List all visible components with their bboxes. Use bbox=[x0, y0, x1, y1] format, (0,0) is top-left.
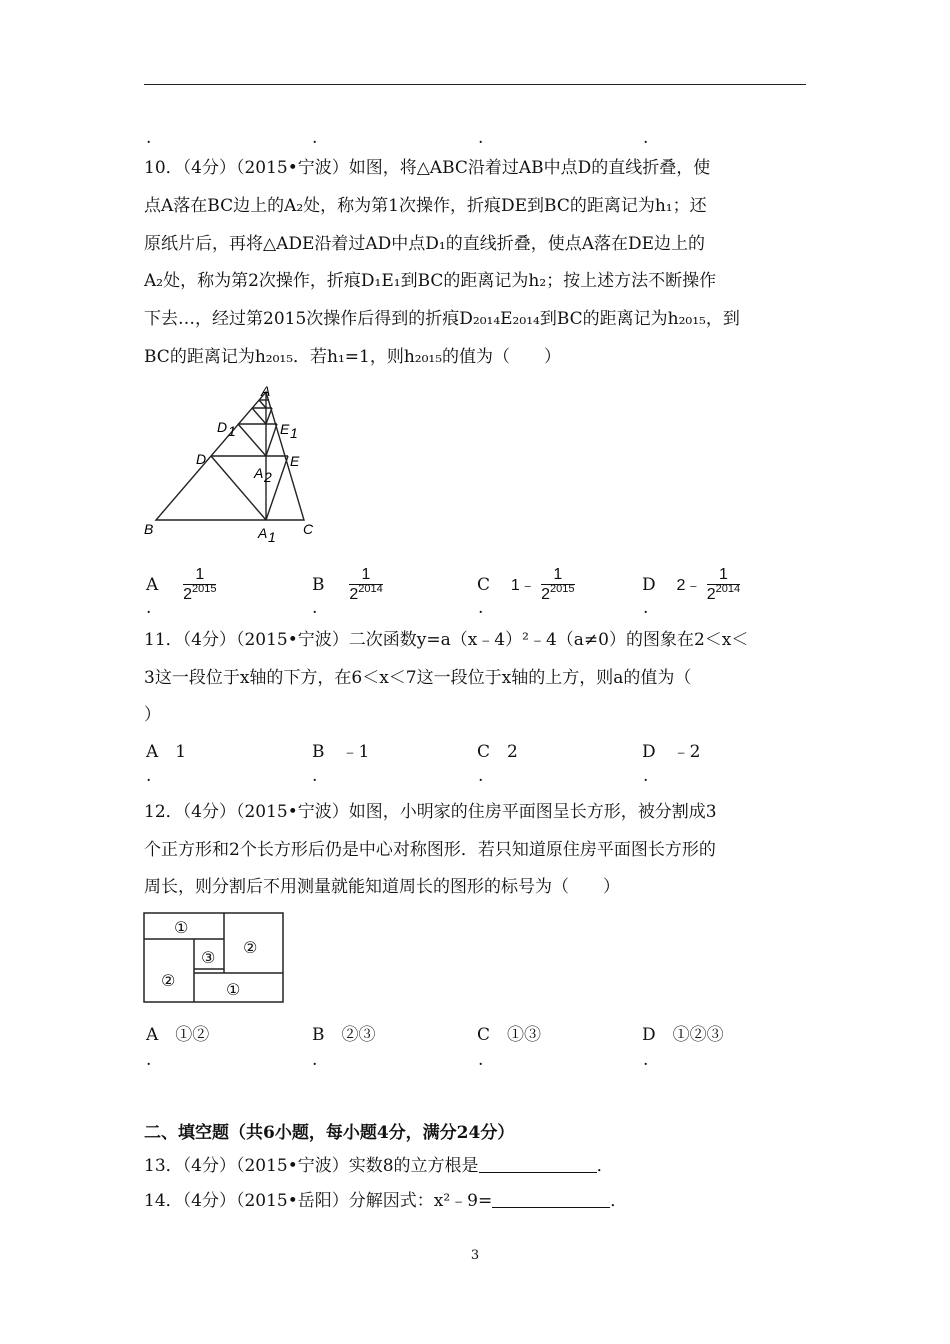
q10-triangle-figure bbox=[140, 384, 330, 544]
option-letter: D bbox=[642, 575, 656, 595]
option-prefix: 2﹣ bbox=[676, 577, 702, 594]
option-dot: . bbox=[478, 598, 484, 618]
q12-line: 个正方形和2个长方形后仍是中心对称图形．若只知道原住房平面图长方形的 bbox=[144, 840, 716, 860]
label-B: B bbox=[144, 521, 154, 537]
question-13: 13．（4分）（2015•宁波）实数8的立方根是 ． bbox=[144, 1156, 614, 1176]
option-b[interactable] bbox=[312, 566, 383, 605]
label-A: A bbox=[261, 384, 271, 399]
label-C: C bbox=[303, 521, 314, 537]
answer-blank[interactable] bbox=[492, 1189, 610, 1208]
option-a[interactable]: A 1 bbox=[146, 742, 187, 762]
option-prefix: 1﹣ bbox=[510, 577, 536, 594]
q12-line: 12．（4分）（2015•宁波）如图，小明家的住房平面图呈长方形，被分割成3 bbox=[144, 802, 717, 822]
label-E1: E bbox=[280, 421, 290, 437]
q10-line: A₂处，称为第2次操作，折痕D₁E₁到BC的距离记为h₂；按上述方法不断操作 bbox=[144, 271, 717, 291]
q11-line: 11．（4分）（2015•宁波）二次函数y=a（x﹣4）²﹣4（a≠0）的图象在2＜x＜ bbox=[144, 630, 749, 650]
option-dot: . bbox=[478, 766, 484, 786]
option-dot: . bbox=[146, 766, 152, 786]
option-c[interactable]: C 2 bbox=[477, 742, 518, 762]
option-letter: A bbox=[146, 575, 159, 595]
option-dot: . bbox=[146, 1050, 152, 1070]
option-c[interactable]: C ①③ bbox=[477, 1025, 542, 1045]
option-dot: . bbox=[478, 1050, 484, 1070]
fraction: $\frac{1}{2^{2015}}$ bbox=[183, 566, 217, 603]
label-A2-sub: 2 bbox=[264, 469, 272, 485]
q12-line: 周长，则分割后不用测量就能知道周长的图形的标号为（ ） bbox=[144, 877, 620, 897]
q10-line: 10．（4分）（2015•宁波）如图，将△ABC沿着过AB中点D的直线折叠，使 bbox=[144, 158, 711, 178]
option-b[interactable]: B ﹣1 bbox=[312, 742, 370, 762]
option-d[interactable]: D ﹣2 bbox=[642, 742, 701, 762]
prev-option-dot: . bbox=[312, 128, 318, 148]
q10-line: 原纸片后，再将△ADE沿着过AD中点D₁的直线折叠，使点A落在DE边上的 bbox=[144, 234, 706, 254]
option-a[interactable]: A ①② bbox=[146, 1025, 210, 1045]
q11-line: ） bbox=[144, 705, 161, 725]
option-d[interactable]: D ①②③ bbox=[642, 1025, 724, 1045]
prev-option-dot: . bbox=[478, 128, 484, 148]
option-dot: . bbox=[643, 1050, 649, 1070]
option-c[interactable] bbox=[477, 566, 575, 605]
option-letter: B bbox=[312, 575, 325, 595]
option-a[interactable] bbox=[146, 566, 216, 605]
label-D: D bbox=[196, 451, 207, 467]
section-heading: 二、填空题（共6小题，每小题4分，满分24分） bbox=[144, 1123, 515, 1143]
label-1-bottom: ① bbox=[226, 980, 241, 999]
q10-line: 下去…，经过第2015次操作后得到的折痕D₂₀₁₄E₂₀₁₄到BC的距离记为h₂₀₁₅，到 bbox=[144, 309, 740, 329]
option-dot: . bbox=[643, 598, 649, 618]
option-dot: . bbox=[312, 1050, 318, 1070]
prev-option-dot: . bbox=[643, 128, 649, 148]
fraction: $\frac{1}{2^{2014}}$ bbox=[349, 566, 383, 603]
q10-line: BC的距离记为h₂₀₁₅．若h₁=1，则h₂₀₁₅的值为（ ） bbox=[144, 347, 562, 367]
label-A1-sub: 1 bbox=[268, 529, 276, 544]
label-E1-sub: 1 bbox=[290, 425, 298, 441]
option-d[interactable] bbox=[642, 566, 740, 605]
q12-floorplan-figure bbox=[142, 911, 288, 1005]
q10-line: 点A落在BC边上的A₂处，称为第1次操作，折痕DE到BC的距离记为h₁；还 bbox=[144, 196, 707, 216]
label-2-right: ② bbox=[243, 938, 258, 957]
label-1-top: ① bbox=[174, 918, 189, 937]
option-b[interactable]: B ②③ bbox=[312, 1025, 376, 1045]
answer-blank[interactable] bbox=[479, 1154, 597, 1173]
label-E: E bbox=[290, 453, 300, 469]
option-dot: . bbox=[312, 598, 318, 618]
label-2-left: ② bbox=[161, 971, 176, 990]
page-number: 3 bbox=[470, 1248, 480, 1263]
option-dot: . bbox=[312, 766, 318, 786]
option-letter: C bbox=[477, 575, 491, 595]
label-A1: A bbox=[258, 525, 268, 541]
prev-option-dot: . bbox=[146, 128, 152, 148]
label-D1-sub: 1 bbox=[228, 423, 236, 439]
fraction: $\frac{1}{2^{2015}}$ bbox=[541, 566, 575, 603]
label-A2: A bbox=[254, 465, 264, 481]
label-D1: D bbox=[217, 419, 228, 435]
label-3-small: ③ bbox=[201, 948, 216, 967]
option-dot: . bbox=[643, 766, 649, 786]
fraction: $\frac{1}{2^{2014}}$ bbox=[706, 566, 741, 603]
header-rule bbox=[144, 84, 806, 85]
question-14: 14．（4分）（2015•岳阳）分解因式：x²﹣9= ． bbox=[144, 1191, 628, 1211]
option-dot: . bbox=[146, 598, 152, 618]
q11-line: 3这一段位于x轴的下方，在6＜x＜7这一段位于x轴的上方，则a的值为（ bbox=[144, 668, 692, 688]
